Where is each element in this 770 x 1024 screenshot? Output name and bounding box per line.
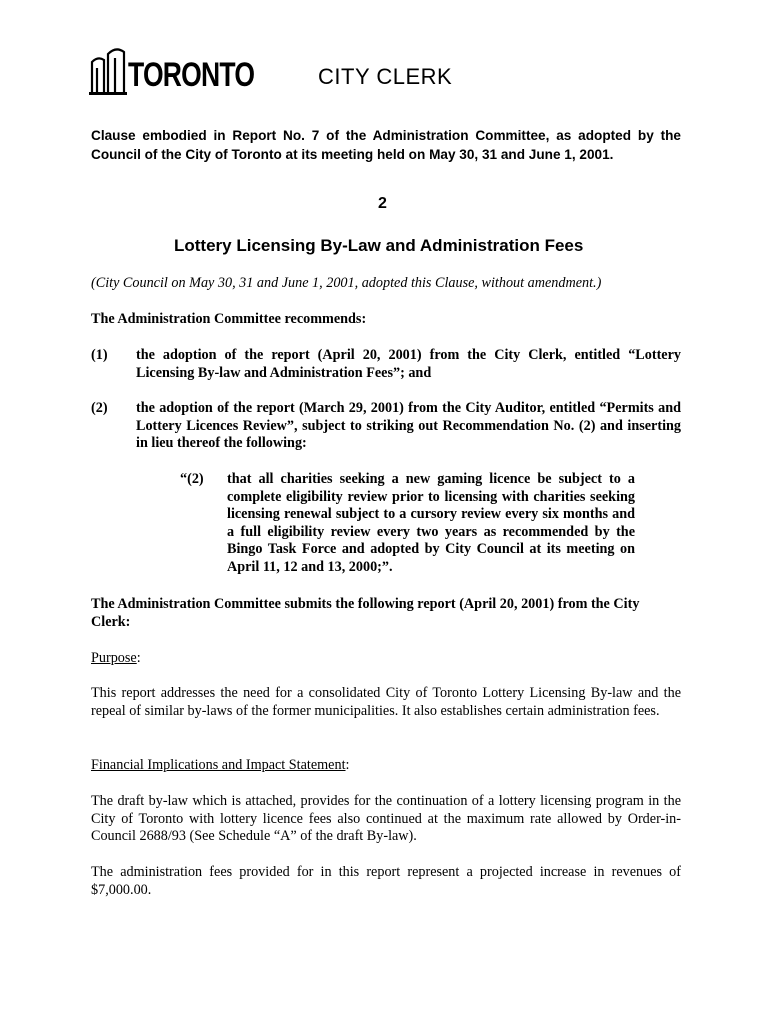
item-number-text: 2	[378, 195, 387, 212]
financial-section-heading: Financial Implications and Impact Statement:	[91, 757, 350, 773]
toronto-logo	[88, 44, 255, 96]
recommends-heading: The Administration Committee recommends:	[91, 311, 367, 327]
recommendation-text: the adoption of the report (April 20, 2001) from the City Clerk, entitled “Lottery Licensing By-law and Administration Fees”; and	[136, 347, 681, 381]
city-hall-icon	[88, 44, 130, 96]
recommendation-number: (1)	[91, 347, 108, 363]
clause-statement: Clause embodied in Report No. 7 of the Administration Committee, as adopted by the Council of the City of Toronto at its meeting held on May 30, 31 and June 1, 2001.	[91, 128, 681, 162]
purpose-section-heading: Purpose:	[91, 650, 141, 666]
financial-heading: Financial Implications and Impact Statement	[91, 757, 346, 773]
logo-wordmark: TORONTO	[128, 56, 255, 94]
recommendation-text: the adoption of the report (March 29, 2001) from the City Auditor, entitled “Permits and Lottery Licences Review”, subject to striking out Recommendation No. (2) and inserting in lieu thereof the following:	[136, 400, 681, 451]
purpose-heading: Purpose	[91, 650, 137, 666]
financial-text-1: The draft by-law which is attached, provides for the continuation of a lottery licensing program in the City of Toronto with lottery licence fees also continued at the maximum rate allowed by Order-in-Council 2688/93 (See Schedule “A” of the draft By-law).	[91, 793, 681, 844]
page-title-text: Lottery Licensing By-Law and Administration Fees	[174, 236, 584, 255]
submits-heading: The Administration Committee submits the following report (April 20, 2001) from the City Clerk:	[91, 596, 640, 630]
financial-text-2: The administration fees provided for in this report represent a projected increase in revenues of $7,000.00.	[91, 864, 681, 898]
council-note: (City Council on May 30, 31 and June 1, 2001, adopted this Clause, without amendment.)	[91, 275, 602, 291]
sub-recommendation-number: “(2)	[180, 471, 204, 487]
purpose-text: This report addresses the need for a consolidated City of Toronto Lottery Licensing By-law and the repeal of similar by-laws of the former municipalities. It also establishes certain administration fees.	[91, 685, 681, 719]
recommendation-number: (2)	[91, 400, 108, 416]
sub-recommendation-text: that all charities seeking a new gaming licence be subject to a complete eligibility review prior to licensing with charities seeking licensing renewal subject to a cursory review every six months and a full eligibility review every two years as recommended by the Bingo Task Force and adopted by City Council at its meeting on April 11, 12 and 13, 2000;”.	[227, 471, 635, 575]
department-title: CITY CLERK	[318, 64, 453, 89]
